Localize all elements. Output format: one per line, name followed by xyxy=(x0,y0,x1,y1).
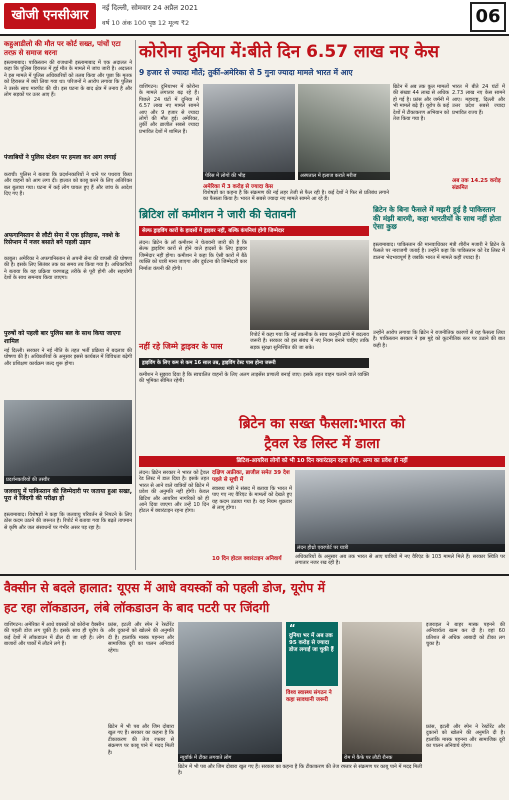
airport-photo xyxy=(295,470,505,552)
left-subhead-2: अफगानिस्तान से लौटी सेना में एक इतिहास, नक्शे के रिसेप्शन में नजर बसाते बने पहली उड़ान xyxy=(4,232,120,247)
dateline: वर्ष 10 अंक 100 पृष्ठ 12 मूल्य ₹2 xyxy=(102,19,190,27)
main-col-3: ब्रिटेन में अब तक कुल मामलों की संख्या 44 लाख से अधिक हो गई है। फ्रांस और जर्मनी में भी मामले बढ़े हैं। यूरोप के कई देशों में टीकाकरण अभियान को तेज किया गया है। xyxy=(393,84,451,123)
protest-photo-caption: प्रदर्शनकारियों की तस्वीर xyxy=(4,476,132,484)
bottom-col-1-cont: ब्रिटेन में भी पब और जिम दोबारा खुल गए हैं। सरकार का कहना है कि टीकाकरण की तेज रफ्तार से संक्रमण पर काबू पाने में मदद मिली है। xyxy=(178,764,424,777)
redlist-sub: दक्षिण अफ्रीका, ब्राजील समेत 39 देश पहले से सूची में xyxy=(212,470,290,483)
main-subheadline: 9 हजार से ज्यादा मौतें; तुर्की-अमेरिका से 5 गुना ज्यादा मामले भारत में आए xyxy=(139,68,353,77)
britain-pak-headline: ब्रिटेन के बिना फैसले में मझरी हुई है पाकिस्तान की मंझी बारमी, कहा भारतीयों के साथ नहीं होता ऐसा कुछ xyxy=(373,205,501,232)
left-subhead-4: जलवायु में पाकिस्तान की जिम्मेदारी पर जताया हुआ सख्त, पूरा थे जिंदगी की परीक्षा हो xyxy=(4,488,132,503)
left-body-4: नई दिल्ली। सरकार ने नई नीति के तहत भर्ती प्रक्रिया में बदलाव की घोषणा की है। अधिकारियों के अनुसार इससे कार्यबल में विविधता बढ़ेगी और प्रशिक्षण कार्यक्रम जल्द शुरू होगा। xyxy=(4,348,134,367)
section-rule xyxy=(0,574,509,576)
redlist-body: लंदन। ब्रिटेन सरकार ने भारत को ट्रैवल रेड लिस्ट में डाल दिया है। इसके तहत भारत से आने वाले यात्रियों को ब्रिटेन में प्रवेश की अनुमति नहीं होगी। केवल ब्रिटिश और आयरिश नागरिकों को ही आने दिया जाएगा और उन्हें 10 दिन होटल में क्वारंटाइन रहना होगा। xyxy=(139,470,211,515)
left-body: इस्लामाबाद। पाकिस्तान की राजधानी इस्लामाबाद में एक अदालत ने कहा कि पुलिस हिरासत में हुई मौत के मामले में जांच जारी है। अदालत ने इस मामले में पुलिस अधिकारियों को तलब किया और पूछा कि मृतक को हिरासत में क्यों लिया गया था। परिजनों ने आरोप लगाया कि पुलिस ने उसके साथ मारपीट की थी। इस घटना के बाद क्षेत्र में तनाव है और लोग सड़कों पर उतर आए हैं। xyxy=(4,60,134,99)
uk-body-3: कमीशन ने सुझाव दिया है कि स्वचालित वाहनों के लिए अलग लाइसेंस प्रणाली बनाई जाए। इसके तहत वाहन चलाने वाले व्यक्ति की भूमिका सीमित रहेगी। xyxy=(139,372,371,385)
uk-sub-2: ड्राइविंग के लिए कम से कम 16 साल उम्र, ड्राइविंग टेस्ट पास होना जरूरी xyxy=(139,358,369,368)
column-divider xyxy=(135,40,136,570)
bottom-col-4: इजराइल ने बाहर मास्क पहनने की अनिवार्यता खत्म कर दी है। वहां 60 प्रतिशत से अधिक आबादी को टीका लग चुका है। xyxy=(426,622,507,648)
cafe-photo-caption: रोम में कैफे पर लौटी रौनक xyxy=(342,754,422,762)
redlist-headline-2: ट्रैवल रेड लिस्ट में डाला xyxy=(264,436,380,452)
britain-pak-body-2: उन्होंने आरोप लगाया कि ब्रिटेन ने राजनीतिक कारणों से यह फैसला लिया है। पाकिस्तान सरकार ने इस मुद्दे को कूटनीतिक स्तर पर उठाने की बात कही है। xyxy=(373,330,507,349)
edition-line: नई दिल्ली, सोमवार 24 अप्रैल 2021 xyxy=(102,4,199,12)
page-number: 06 xyxy=(470,2,506,32)
left-subhead-3: पुरुषों को पहली बार पुलिस बल के साथ किया जाएगा शामिल xyxy=(4,330,121,345)
car-interior-photo xyxy=(250,240,369,330)
redlist-body-3: अधिकारियों के अनुसार अब तक भारत से आए यात्रियों में नए वैरिएंट के 103 मामले मिले हैं। सरकार स्थिति पर लगातार नजर रख रही है। xyxy=(295,554,507,567)
airport-photo-caption: लंदन हीथ्रो एयरपोर्ट पर यात्री xyxy=(295,544,505,552)
redlist-sub-2: 10 दिन होटल क्वारंटाइन अनिवार्य xyxy=(212,556,282,562)
vaccination-photo xyxy=(178,622,282,762)
newspaper-logo[interactable]: खोजी एनसीआर xyxy=(4,3,96,29)
left-body-2: कराची। पुलिस ने बताया कि प्रदर्शनकारियों ने थाने पर पथराव किया और वाहनों को आग लगा दी। हालात को काबू करने के लिए अतिरिक्त बल बुलाया गया। घटना में कई लोग घायल हुए हैं और जांच के आदेश दिए गए हैं। xyxy=(4,172,134,198)
main-col-4: भारत में बीते 24 घंटों में 2.73 लाख नए केस सामने आए। महाराष्ट्र, दिल्ली और उत्तर प्रदेश सबसे ज्यादा प्रभावित राज्य हैं। xyxy=(452,84,507,116)
quote-text: दुनिया भर में अब तक 95 करोड़ से ज्यादा डोज लगाई जा चुकी हैं xyxy=(289,633,334,653)
crowd-photo-caption: पेरिस में लोगों की भीड़ xyxy=(203,172,295,180)
protest-photo xyxy=(4,400,132,484)
cafe-photo xyxy=(342,622,422,762)
uk-body: लंदन। ब्रिटेन के लॉ कमीशन ने चेतावनी जारी की है कि सेल्फ ड्राइविंग कारों से होने वाले हादसों के लिए ड्राइवर जिम्मेदार नहीं होगा। कमीशन ने कहा कि ऐसी कारों में बैठे व्यक्ति को यात्री माना जाएगा और दुर्घटना की जिम्मेदारी कार निर्माता कंपनी की होगी। xyxy=(139,240,249,272)
vaccination-photo-caption: न्यूयॉर्क में टीका लगवाते लोग xyxy=(178,754,282,762)
crowd-photo xyxy=(203,84,295,180)
britain-pak-body: इस्लामाबाद। पाकिस्तान की मानवाधिकार मंत्री शीरीन मजारी ने ब्रिटेन के फैसले पर नाराजगी जताई है। उन्होंने कहा कि पाकिस्तान को रेड लिस्ट में डालना भेदभावपूर्ण है जबकि भारत में मामले कहीं ज्यादा हैं। xyxy=(373,242,507,261)
main-sub-2: अब तक 14.25 करोड़ संक्रमित xyxy=(452,178,501,191)
redlist-deck: ब्रिटिश-आयरिश लोगों को भी 10 दिन क्वारंटाइन रहना होगा, अन्य का प्रवेश ही नहीं xyxy=(139,456,505,467)
bottom-headline-1: वैक्सीन से बदले हालात: यूएस में आधे वयस्कों को पहली डोज, यूरोप में xyxy=(4,580,325,595)
hospital-photo-caption: अस्पताल में इलाज कराते मरीज xyxy=(298,172,390,180)
masthead xyxy=(0,0,509,36)
quote-box xyxy=(286,622,338,686)
bottom-col-1: वाशिंगटन। अमेरिका में आधे वयस्कों को कोरोना वैक्सीन की पहली डोज लग चुकी है। इसके साथ ही यूरोप के कई देशों में लॉकडाउन में ढील दी जा रही है। लोग बाजारों और पार्कों में लौटने लगे हैं। xyxy=(4,622,106,648)
main-col-1: वाशिंगटन। दुनियाभर में कोरोना के मामले लगातार बढ़ रहे हैं। पिछले 24 घंटों में दुनिया में 6.57 लाख नए मामले सामने आए और 9 हजार से ज्यादा लोगों की मौत हुई। अमेरिका, तुर्की और ब्राजील सबसे ज्यादा प्रभावित देशों में शामिल हैं। xyxy=(139,84,201,135)
main-col-2: विशेषज्ञों का कहना है कि संक्रमण की नई लहर तेजी से फैल रही है। कई देशों ने फिर से प्रतिबंध लगाने का फैसला किया है। भारत में सबसे ज्यादा नए मामले सामने आ रहे हैं। xyxy=(203,190,391,203)
left-body-5: इस्लामाबाद। विशेषज्ञों ने कहा कि जलवायु परिवर्तन से निपटने के लिए ठोस कदम उठाने की जरूरत है। रिपोर्ट में बताया गया कि बढ़ते तापमान से कृषि और जल संसाधनों पर गंभीर असर पड़ रहा है। xyxy=(4,512,134,531)
bottom-col-4-cont: फ्रांस, इटली और स्पेन ने रेस्टोरेंट और दुकानों को खोलने की अनुमति दी है। हालांकि मास्क पहनना और सामाजिक दूरी का पालन अनिवार्य रहेगा। xyxy=(426,724,507,750)
uk-deck: सेल्फ ड्राइविंग कारों के हादसों में ड्राइवर नहीं, बल्कि कंपनियां होंगी जिम्मेदार xyxy=(139,226,369,236)
main-headline: कोरोना दुनिया में:बीते दिन 6.57 लाख नए केस xyxy=(139,42,440,62)
bottom-col-2: फ्रांस, इटली और स्पेन ने रेस्टोरेंट और दुकानों को खोलने की अनुमति दी है। हालांकि मास्क पहनना और सामाजिक दूरी का पालन अनिवार्य रहेगा। xyxy=(108,622,176,654)
uk-headline: ब्रिटिश लॉ कमीशन ने जारी की चेतावनी xyxy=(139,208,296,221)
quote-mark-icon: “ xyxy=(289,623,296,634)
bottom-headline-2: हट रहा लॉकडाउन, लंबे लॉकडाउन के बाद पटरी पर जिंदगी xyxy=(4,600,270,615)
uk-body-2: रिपोर्ट में कहा गया कि नई तकनीक के साथ कानूनी ढांचे में बदलाव जरूरी है। सरकार को इस संबंध में नए नियम बनाने चाहिए ताकि सड़क सुरक्षा सुनिश्चित की जा सके। xyxy=(250,332,371,351)
left-subhead: पंजाबियों ने पुलिस स्टेशन पर हमला कर आग लगाई xyxy=(4,154,117,161)
redlist-body-2: स्वास्थ्य मंत्री ने संसद में बताया कि भारत में पाए गए नए वैरिएंट के मामलों को देखते हुए यह कदम उठाया गया है। यह नियम शुक्रवार से लागू होगा। xyxy=(212,486,294,512)
redlist-headline-1: ब्रिटेन का सख्त फैसला:भारत को xyxy=(238,416,406,432)
left-body-3: काबुल। अमेरिका ने अफगानिस्तान से अपनी सेना की वापसी की घोषणा की है। इसके लिए सितंबर तक का समय तय किया गया है। अधिकारियों ने बताया कि यह प्रक्रिया चरणबद्ध तरीके से पूरी होगी और सहयोगी देशों के साथ समन्वय किया जाएगा। xyxy=(4,256,134,282)
hospital-photo xyxy=(298,84,390,180)
left-headline: कहुआडीलो की मौत पर कोर्ट सख्त, पांचों एटा तरफ़ से समाज धरना xyxy=(4,40,121,57)
uk-sub: नहीं रहे जिम्मे ड्राइवर के पास xyxy=(139,342,223,351)
main-sub-1: अमेरिका में 3 करोड़ से ज्यादा केस xyxy=(203,184,274,190)
bottom-col-3: ब्रिटेन में भी पब और जिम दोबारा खुल गए हैं। सरकार का कहना है कि टीकाकरण की तेज रफ्तार से संक्रमण पर काबू पाने में मदद मिली है। xyxy=(108,724,176,756)
bottom-sub: विश्व स्वास्थ्य संगठन ने कहा सावधानी जरूरी xyxy=(286,690,332,703)
